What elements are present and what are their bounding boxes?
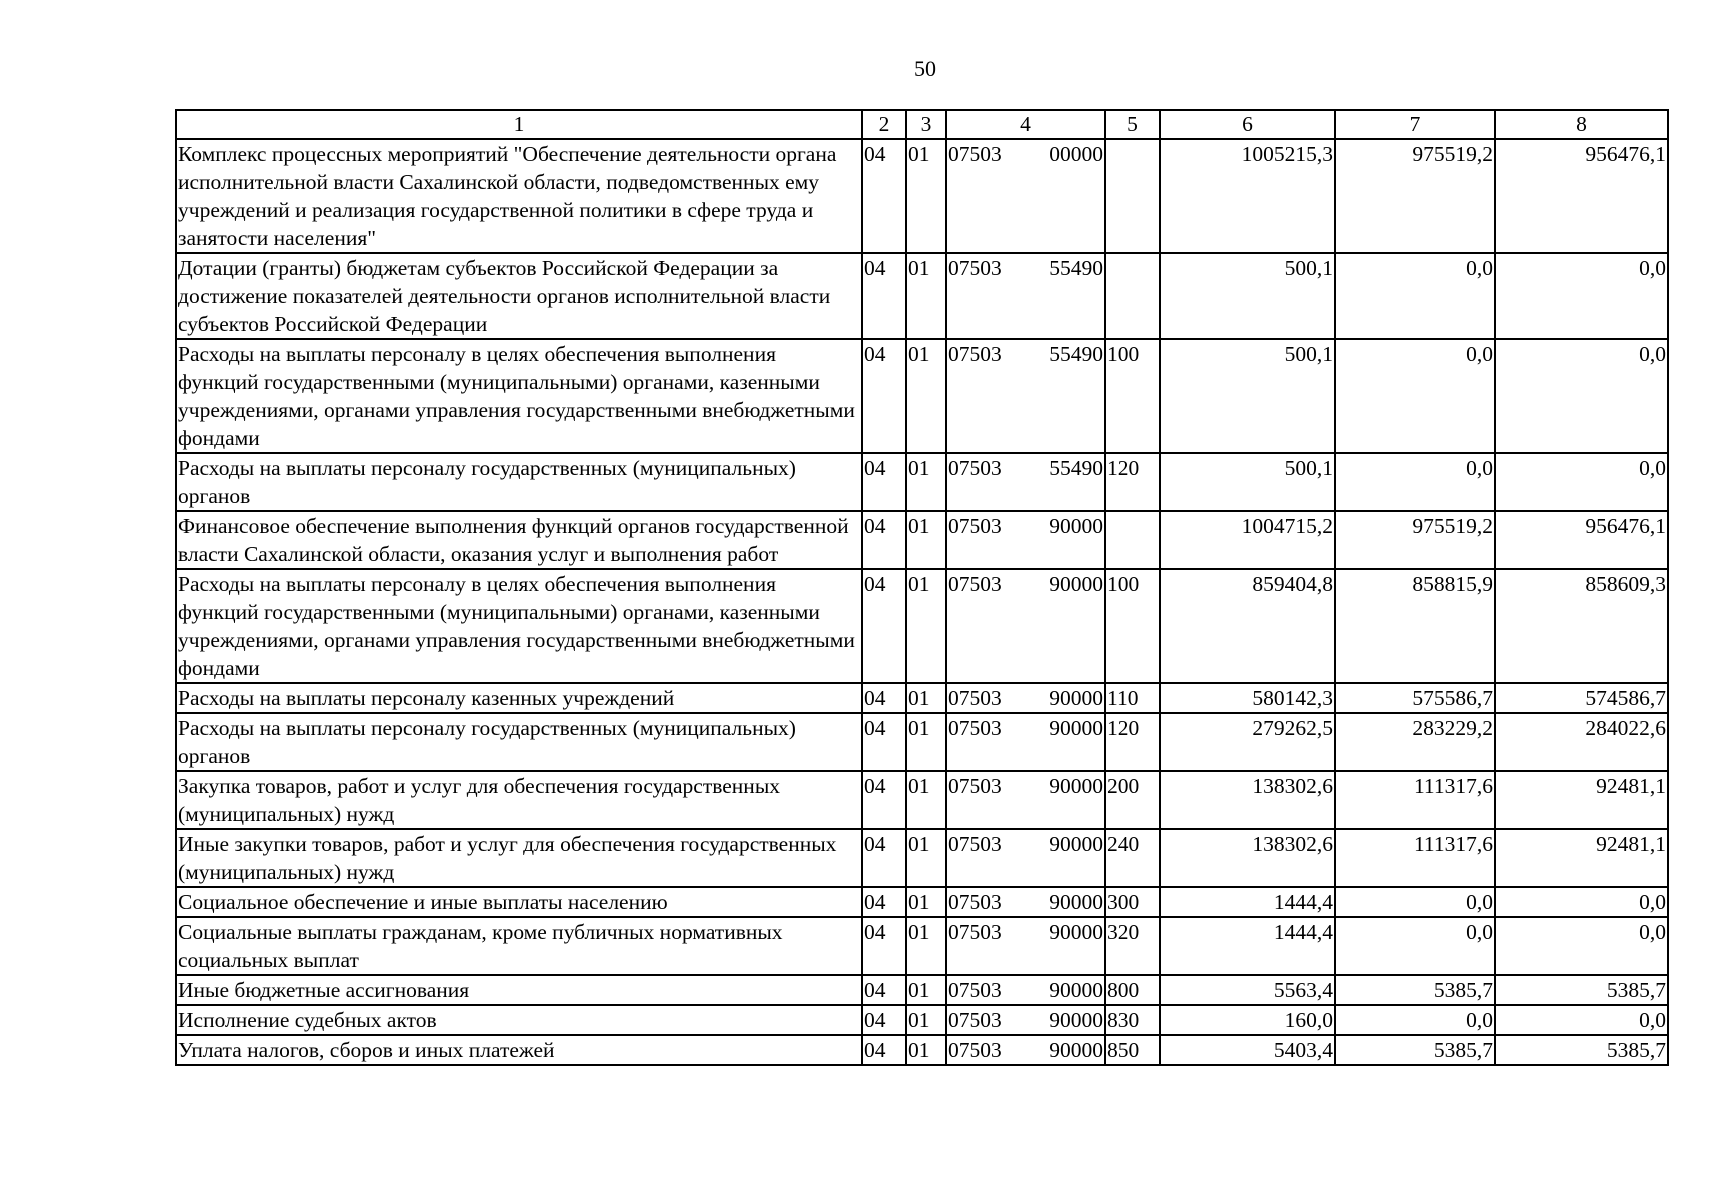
code-target-article — [946, 569, 1105, 683]
code-target-part-a: 07503 — [948, 256, 1002, 280]
code-section: 04 — [862, 771, 906, 829]
column-header: 1 — [176, 110, 862, 139]
code-target-part-a: 07503 — [948, 514, 1002, 538]
code-section: 04 — [862, 1005, 906, 1035]
row-name: Расходы на выплаты персоналу в целях обеспечения выполнения функций государственными (муниципальными) органами, казенными учреждениями, органами управления государственными внебюджетными фондами — [176, 339, 862, 453]
amount-col-7: 0,0 — [1335, 453, 1495, 511]
amount-col-8: 0,0 — [1495, 253, 1668, 339]
column-header: 3 — [906, 110, 946, 139]
code-section: 04 — [862, 139, 906, 253]
amount-col-8: 858609,3 — [1495, 569, 1668, 683]
code-subsection: 01 — [906, 1035, 946, 1065]
code-expense-type: 100 — [1105, 569, 1160, 683]
code-subsection: 01 — [906, 453, 946, 511]
code-expense-type: 240 — [1105, 829, 1160, 887]
table-row — [176, 1005, 1668, 1035]
code-target-part-b: 90000 — [1049, 514, 1103, 538]
code-target-part-a: 07503 — [948, 342, 1002, 366]
table-row — [176, 453, 1668, 511]
code-target-part-a: 07503 — [948, 920, 1002, 944]
amount-col-8: 284022,6 — [1495, 713, 1668, 771]
table-row — [176, 339, 1668, 453]
code-subsection: 01 — [906, 683, 946, 713]
amount-col-8: 0,0 — [1495, 1005, 1668, 1035]
row-name: Расходы на выплаты персоналу казенных учреждений — [176, 683, 862, 713]
amount-col-7: 0,0 — [1335, 917, 1495, 975]
column-header: 5 — [1105, 110, 1160, 139]
code-target-article — [946, 339, 1105, 453]
row-name: Расходы на выплаты персоналу государственных (муниципальных) органов — [176, 713, 862, 771]
code-section: 04 — [862, 917, 906, 975]
amount-col-6: 138302,6 — [1160, 771, 1335, 829]
code-subsection: 01 — [906, 339, 946, 453]
code-expense-type: 850 — [1105, 1035, 1160, 1065]
code-section: 04 — [862, 569, 906, 683]
code-subsection: 01 — [906, 511, 946, 569]
code-expense-type: 120 — [1105, 453, 1160, 511]
amount-col-7: 0,0 — [1335, 253, 1495, 339]
code-subsection: 01 — [906, 887, 946, 917]
row-name: Финансовое обеспечение выполнения функций органов государственной власти Сахалинской области, оказания услуг и выполнения работ — [176, 511, 862, 569]
table-row — [176, 253, 1668, 339]
row-name: Комплекс процессных мероприятий "Обеспечение деятельности органа исполнительной власти Сахалинской области, подведомственных ему учреждений и реализация государственной политики в сфере труда и занятости населения" — [176, 139, 862, 253]
code-expense-type: 200 — [1105, 771, 1160, 829]
code-target-part-b: 90000 — [1049, 686, 1103, 710]
code-target-part-b: 90000 — [1049, 572, 1103, 596]
code-target-article — [946, 1005, 1105, 1035]
column-header: 2 — [862, 110, 906, 139]
amount-col-7: 975519,2 — [1335, 511, 1495, 569]
table-row — [176, 771, 1668, 829]
amount-col-7: 111317,6 — [1335, 771, 1495, 829]
table-row — [176, 887, 1668, 917]
amount-col-7: 0,0 — [1335, 339, 1495, 453]
column-header: 8 — [1495, 110, 1668, 139]
amount-col-8: 956476,1 — [1495, 139, 1668, 253]
amount-col-8: 0,0 — [1495, 339, 1668, 453]
code-section: 04 — [862, 511, 906, 569]
table-header-row — [176, 110, 1668, 139]
amount-col-8: 5385,7 — [1495, 975, 1668, 1005]
amount-col-8: 574586,7 — [1495, 683, 1668, 713]
amount-col-6: 1005215,3 — [1160, 139, 1335, 253]
code-target-article — [946, 683, 1105, 713]
row-name: Иные закупки товаров, работ и услуг для обеспечения государственных (муниципальных) нужд — [176, 829, 862, 887]
code-target-part-a: 07503 — [948, 1008, 1002, 1032]
table-row — [176, 975, 1668, 1005]
amount-col-7: 5385,7 — [1335, 1035, 1495, 1065]
code-target-article — [946, 975, 1105, 1005]
code-section: 04 — [862, 975, 906, 1005]
code-target-article — [946, 253, 1105, 339]
code-target-part-b: 90000 — [1049, 1008, 1103, 1032]
code-subsection: 01 — [906, 713, 946, 771]
code-section: 04 — [862, 887, 906, 917]
code-target-part-b: 00000 — [1049, 142, 1103, 166]
code-target-part-b: 90000 — [1049, 920, 1103, 944]
table-row — [176, 569, 1668, 683]
code-target-article — [946, 511, 1105, 569]
table-row — [176, 917, 1668, 975]
code-expense-type: 300 — [1105, 887, 1160, 917]
code-section: 04 — [862, 253, 906, 339]
amount-col-6: 5563,4 — [1160, 975, 1335, 1005]
code-subsection: 01 — [906, 1005, 946, 1035]
amount-col-6: 1444,4 — [1160, 887, 1335, 917]
row-name: Иные бюджетные ассигнования — [176, 975, 862, 1005]
code-expense-type — [1105, 253, 1160, 339]
amount-col-6: 580142,3 — [1160, 683, 1335, 713]
amount-col-6: 500,1 — [1160, 339, 1335, 453]
code-target-part-b: 90000 — [1049, 978, 1103, 1002]
page-number: 50 — [914, 56, 936, 81]
amount-col-8: 92481,1 — [1495, 829, 1668, 887]
table-row — [176, 829, 1668, 887]
amount-col-7: 858815,9 — [1335, 569, 1495, 683]
code-expense-type — [1105, 511, 1160, 569]
amount-col-6: 160,0 — [1160, 1005, 1335, 1035]
table-row — [176, 139, 1668, 253]
code-expense-type: 320 — [1105, 917, 1160, 975]
code-target-part-b: 55490 — [1049, 456, 1103, 480]
amount-col-7: 283229,2 — [1335, 713, 1495, 771]
table-row — [176, 713, 1668, 771]
code-subsection: 01 — [906, 975, 946, 1005]
amount-col-8: 5385,7 — [1495, 1035, 1668, 1065]
code-target-article — [946, 139, 1105, 253]
code-expense-type: 830 — [1105, 1005, 1160, 1035]
code-target-article — [946, 713, 1105, 771]
row-name: Расходы на выплаты персоналу в целях обеспечения выполнения функций государственными (муниципальными) органами, казенными учреждениями, органами управления государственными внебюджетными фондами — [176, 569, 862, 683]
row-name: Закупка товаров, работ и услуг для обеспечения государственных (муниципальных) нужд — [176, 771, 862, 829]
code-target-article — [946, 771, 1105, 829]
code-expense-type: 120 — [1105, 713, 1160, 771]
code-subsection: 01 — [906, 569, 946, 683]
code-target-part-a: 07503 — [948, 572, 1002, 596]
amount-col-6: 500,1 — [1160, 453, 1335, 511]
code-target-part-b: 90000 — [1049, 890, 1103, 914]
code-subsection: 01 — [906, 253, 946, 339]
column-header: 6 — [1160, 110, 1335, 139]
code-section: 04 — [862, 453, 906, 511]
amount-col-8: 0,0 — [1495, 453, 1668, 511]
code-expense-type: 800 — [1105, 975, 1160, 1005]
amount-col-8: 0,0 — [1495, 887, 1668, 917]
table-row — [176, 683, 1668, 713]
code-target-part-a: 07503 — [948, 832, 1002, 856]
code-target-part-b: 55490 — [1049, 342, 1103, 366]
code-section: 04 — [862, 339, 906, 453]
amount-col-7: 975519,2 — [1335, 139, 1495, 253]
budget-table — [175, 109, 1669, 1066]
amount-col-7: 5385,7 — [1335, 975, 1495, 1005]
code-expense-type: 110 — [1105, 683, 1160, 713]
row-name: Уплата налогов, сборов и иных платежей — [176, 1035, 862, 1065]
code-target-part-a: 07503 — [948, 978, 1002, 1002]
code-target-part-b: 90000 — [1049, 774, 1103, 798]
code-target-part-a: 07503 — [948, 1038, 1002, 1062]
code-expense-type — [1105, 139, 1160, 253]
code-target-part-a: 07503 — [948, 774, 1002, 798]
amount-col-8: 92481,1 — [1495, 771, 1668, 829]
table-row — [176, 1035, 1668, 1065]
code-target-part-b: 90000 — [1049, 716, 1103, 740]
code-target-part-a: 07503 — [948, 142, 1002, 166]
amount-col-6: 500,1 — [1160, 253, 1335, 339]
code-section: 04 — [862, 829, 906, 887]
code-target-part-a: 07503 — [948, 890, 1002, 914]
code-section: 04 — [862, 713, 906, 771]
column-header: 4 — [946, 110, 1105, 139]
amount-col-7: 575586,7 — [1335, 683, 1495, 713]
code-target-article — [946, 887, 1105, 917]
table-body — [176, 139, 1668, 1065]
code-target-part-a: 07503 — [948, 686, 1002, 710]
row-name: Исполнение судебных актов — [176, 1005, 862, 1035]
code-subsection: 01 — [906, 829, 946, 887]
code-target-part-b: 90000 — [1049, 1038, 1103, 1062]
amount-col-7: 0,0 — [1335, 887, 1495, 917]
code-target-part-b: 55490 — [1049, 256, 1103, 280]
table-row — [176, 511, 1668, 569]
amount-col-8: 956476,1 — [1495, 511, 1668, 569]
code-target-article — [946, 453, 1105, 511]
amount-col-7: 0,0 — [1335, 1005, 1495, 1035]
code-target-article — [946, 829, 1105, 887]
amount-col-6: 859404,8 — [1160, 569, 1335, 683]
code-subsection: 01 — [906, 139, 946, 253]
code-target-part-b: 90000 — [1049, 832, 1103, 856]
code-section: 04 — [862, 683, 906, 713]
code-section: 04 — [862, 1035, 906, 1065]
amount-col-6: 279262,5 — [1160, 713, 1335, 771]
amount-col-6: 138302,6 — [1160, 829, 1335, 887]
amount-col-6: 1444,4 — [1160, 917, 1335, 975]
column-header: 7 — [1335, 110, 1495, 139]
amount-col-6: 1004715,2 — [1160, 511, 1335, 569]
code-target-part-a: 07503 — [948, 716, 1002, 740]
row-name: Расходы на выплаты персоналу государственных (муниципальных) органов — [176, 453, 862, 511]
code-target-part-a: 07503 — [948, 456, 1002, 480]
code-expense-type: 100 — [1105, 339, 1160, 453]
code-target-article — [946, 917, 1105, 975]
amount-col-6: 5403,4 — [1160, 1035, 1335, 1065]
code-target-article — [946, 1035, 1105, 1065]
row-name: Социальное обеспечение и иные выплаты населению — [176, 887, 862, 917]
code-subsection: 01 — [906, 917, 946, 975]
amount-col-8: 0,0 — [1495, 917, 1668, 975]
row-name: Дотации (гранты) бюджетам субъектов Российской Федерации за достижение показателей деятельности органов исполнительной власти субъектов Российской Федерации — [176, 253, 862, 339]
row-name: Социальные выплаты гражданам, кроме публичных нормативных социальных выплат — [176, 917, 862, 975]
code-subsection: 01 — [906, 771, 946, 829]
amount-col-7: 111317,6 — [1335, 829, 1495, 887]
